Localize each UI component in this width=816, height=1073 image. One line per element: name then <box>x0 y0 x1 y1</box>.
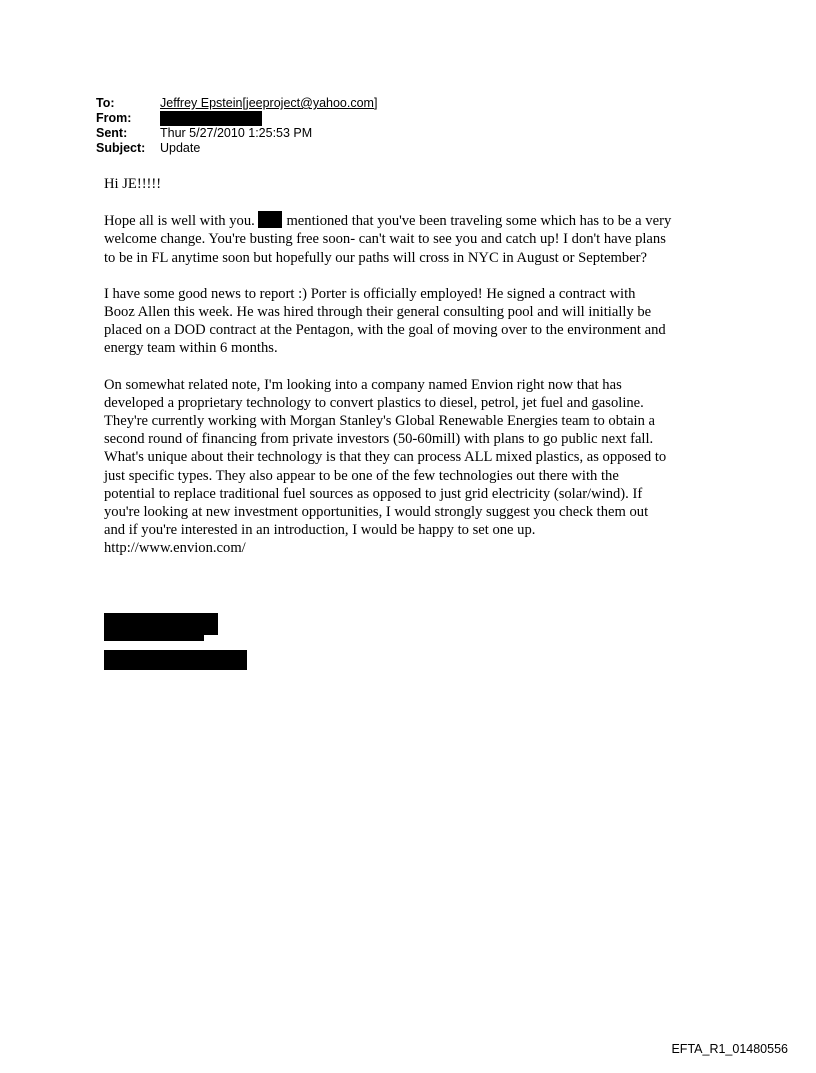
paragraph-1-line-1 <box>104 211 729 230</box>
paragraph-1-line-2: welcome change. You're busting free soon- can't wait to see you and catch up! I don't have plans <box>104 231 666 248</box>
paragraph-3-line: They're currently working with Morgan Stanley's Global Renewable Energies team to obtain a <box>104 413 656 430</box>
sent-value: Thur 5/27/2010 1:25:53 PM <box>160 126 313 140</box>
signature-redaction <box>104 650 247 670</box>
paragraph-2-line: Booz Allen this week. He was hired through their general consulting pool and will initially be <box>104 304 652 321</box>
from-redaction <box>160 111 262 126</box>
to-value[interactable]: Jeffrey Epstein[jeeproject@yahoo.com] <box>160 96 378 110</box>
to-label: To: <box>96 96 115 110</box>
paragraph-3-line: potential to replace traditional fuel sources as opposed to just grid electricity (solar/wind). If <box>104 485 643 502</box>
paragraph-3-line: developed a proprietary technology to convert plastics to diesel, petrol, jet fuel and gasoline. <box>104 394 644 411</box>
paragraph-2 <box>104 285 729 358</box>
paragraph-3-line: On somewhat related note, I'm looking into a company named Envion right now that has <box>104 376 622 393</box>
sent-label: Sent: <box>96 126 128 140</box>
paragraph-2-line: placed on a DOD contract at the Pentagon, with the goal of moving over to the environment and <box>104 322 666 339</box>
subject-value: Update <box>160 141 201 155</box>
email-body <box>104 175 729 576</box>
paragraph-3 <box>104 376 729 558</box>
envion-link[interactable]: http://www.envion.com/ <box>104 540 246 557</box>
greeting: Hi JE!!!!! <box>104 176 162 192</box>
from-label: From: <box>96 111 132 125</box>
paragraph-3-line: you're looking at new investment opportunities, I would strongly suggest you check them out <box>104 504 649 521</box>
to-row <box>96 96 377 111</box>
email-header <box>96 96 377 156</box>
paragraph-3-line: and if you're interested in an introduction, I would be happy to set one up. <box>104 522 536 539</box>
signature-redaction <box>104 631 204 641</box>
paragraph-1-before: Hope all is well with you. <box>104 213 255 230</box>
paragraph-2-line: energy team within 6 months. <box>104 340 278 357</box>
paragraph-3-line: What's unique about their technology is that they can process ALL mixed plastics, as opposed to <box>104 449 667 466</box>
name-redaction <box>258 211 282 228</box>
paragraph-1-after: mentioned that you've been traveling some which has to be a very <box>286 213 672 230</box>
paragraph-3-line: just specific types. They also appear to be one of the few technologies out there with the <box>104 467 619 484</box>
paragraph-3-line: second round of financing from private investors (50-60mill) with plans to go public next fall. <box>104 431 654 448</box>
sent-row <box>96 126 377 141</box>
subject-row <box>96 141 377 156</box>
subject-label: Subject: <box>96 141 146 155</box>
from-row <box>96 111 377 126</box>
paragraph-2-line: I have some good news to report :) Porter is officially employed! He signed a contract with <box>104 285 636 302</box>
paragraph-1-line-3: to be in FL anytime soon but hopefully our paths will cross in NYC in August or September? <box>104 249 648 266</box>
paragraph-1 <box>104 211 729 267</box>
document-id: EFTA_R1_01480556 <box>671 1042 788 1056</box>
